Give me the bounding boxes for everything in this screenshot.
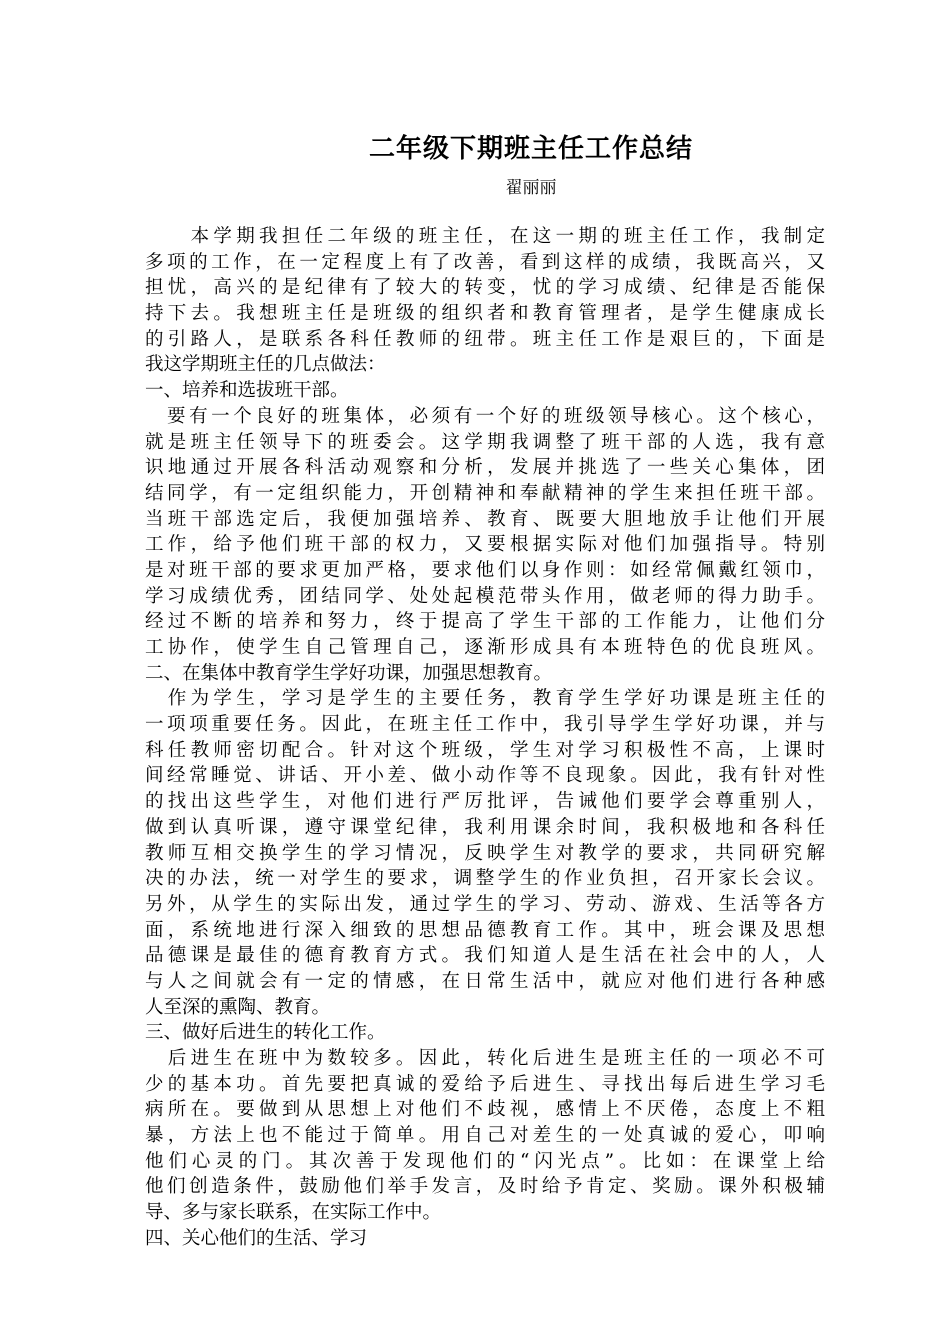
body-line: 二、在集体中教育学生学好功课，加强思想教育。 [145, 662, 553, 684]
body-line: 人至深的熏陶、教育。 [145, 996, 331, 1018]
document-title: 二年级下期班主任工作总结 [368, 134, 693, 164]
body-line: 学习成绩优秀，团结同学、处处起模范带头作用，做老师的得力助手。 [145, 585, 825, 607]
body-line: 与人之间就会有一定的情感，在日常生活中，就应对他们进行各种感 [145, 970, 825, 992]
body-line: 教师互相交换学生的学习情况，反映学生对教学的要求，共同研究解 [145, 842, 825, 864]
body-line: 要有一个良好的班集体，必须有一个好的班级领导核心。这个核心， [145, 405, 825, 427]
body-line: 就是班主任领导下的班委会。这学期我调整了班干部的人选，我有意 [145, 431, 825, 453]
body-line: 持下去。我想班主任是班级的组织者和教育管理者，是学生健康成长 [145, 303, 825, 325]
body-line: 后进生在班中为数较多。因此，转化后进生是班主任的一项必不可 [145, 1048, 825, 1069]
body-line: 工作，给予他们班干部的权力，又要根据实际对他们加强指导。特别 [145, 534, 825, 556]
body-line: 三、做好后进生的转化工作。 [145, 1022, 386, 1044]
body-line: 担忧，高兴的是纪律有了较大的转变，忧的学习成绩、纪律是否能保 [145, 277, 825, 299]
body-line: 他们创造条件，鼓励他们举手发言，及时给予肯定、奖励。课外积极辅 [145, 1176, 825, 1198]
body-line: 是对班干部的要求更加严格，要求他们以身作则：如经常佩戴红领巾， [145, 559, 825, 581]
body-line: 品德课是最佳的德育教育方式。我们知道人是生活在社会中的人，人 [145, 945, 825, 967]
document-body [145, 224, 825, 1252]
body-line: 经过不断的培养和努力，终于提高了学生干部的工作能力，让他们分 [145, 611, 825, 633]
body-line: 工协作，使学生自己管理自己，逐渐形成具有本班特色的优良班风。 [145, 637, 825, 658]
body-line: 结同学，有一定组织能力，开创精神和奉献精神的学生来担任班干部。 [145, 482, 825, 504]
body-line: 一项项重要任务。因此，在班主任工作中，我引导学生学好功课，并与 [145, 714, 825, 736]
body-line: 一、培养和选拔班干部。 [145, 380, 349, 402]
body-line: 本学期我担任二年级的班主任，在这一期的班主任工作，我制定 [145, 226, 825, 247]
body-line: 我这学期班主任的几点做法： [145, 354, 386, 376]
body-line: 多项的工作，在一定程度上有了改善，看到这样的成绩，我既高兴，又 [145, 251, 825, 273]
body-line: 的找出这些学生，对他们进行严厉批评，告诫他们要学会尊重别人， [145, 791, 825, 813]
body-line: 他们心灵的门。其次善于发现他们的“闪光点”。比如：在课堂上给 [145, 1150, 825, 1172]
body-line: 四、关心他们的生活、学习 [145, 1227, 368, 1249]
body-line: 少的基本功。首先要把真诚的爱给予后进生、寻找出每后进生学习毛 [145, 1073, 825, 1095]
body-line: 暴，方法上也不能过于简单。用自己对差生的一处真诚的爱心，叩响 [145, 1125, 825, 1147]
body-line: 作为学生，学习是学生的主要任务，教育学生学好功课是班主任的 [145, 688, 825, 710]
body-line: 面，系统地进行深入细致的思想品德教育工作。其中，班会课及思想 [145, 919, 825, 941]
body-line: 科任教师密切配合。针对这个班级，学生对学习积极性不高，上课时 [145, 739, 825, 761]
body-line: 导、多与家长联系，在实际工作中。 [145, 1202, 442, 1224]
body-line: 决的办法，统一对学生的要求，调整学生的作业负担，召开家长会议。 [145, 868, 825, 890]
body-line: 识地通过开展各科活动观察和分析，发展并挑选了一些关心集体，团 [145, 457, 825, 479]
body-line: 另外，从学生的实际出发，通过学生的学习、劳动、游戏、生活等各方 [145, 893, 825, 915]
body-line: 做到认真听课，遵守课堂纪律，我利用课余时间，我积极地和各科任 [145, 816, 825, 838]
body-line: 病所在。要做到从思想上对他们不歧视，感情上不厌倦，态度上不粗 [145, 1099, 825, 1121]
body-line: 的引路人，是联系各科任教师的纽带。班主任工作是艰巨的，下面是 [145, 328, 825, 350]
body-line: 间经常睡觉、讲话、开小差、做小动作等不良现象。因此，我有针对性 [145, 765, 825, 787]
document-author: 翟丽丽 [505, 178, 557, 198]
body-line: 当班干部选定后，我便加强培养、教育、既要大胆地放手让他们开展 [145, 508, 825, 530]
